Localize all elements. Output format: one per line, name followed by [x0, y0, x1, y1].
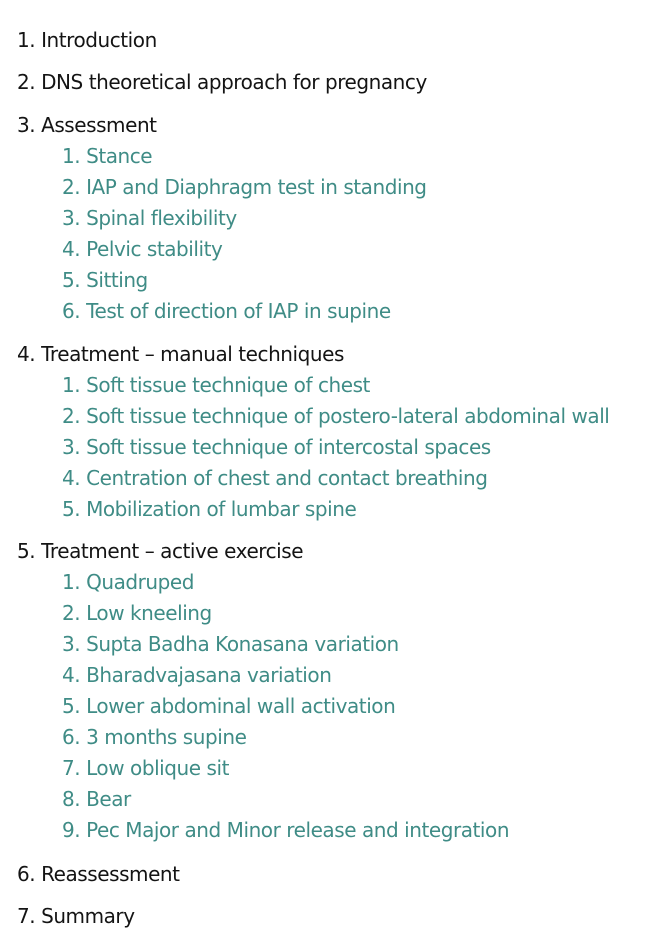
subitem-spinal-flexibility: 3. Spinal flexibility: [62, 206, 237, 230]
subitem-bear: 8. Bear: [62, 787, 131, 811]
subitem-lower-abdominal-activation: 5. Lower abdominal wall activation: [62, 694, 396, 718]
subitem-low-kneeling: 2. Low kneeling: [62, 601, 212, 625]
subitem-mobilization-lumbar: 5. Mobilization of lumbar spine: [62, 497, 357, 521]
section-assessment: 3. Assessment: [17, 113, 157, 137]
subitem-pec-major-minor: 9. Pec Major and Minor release and integration: [62, 818, 510, 842]
subitem-pelvic-stability: 4. Pelvic stability: [62, 237, 223, 261]
subitem-iap-direction-supine: 6. Test of direction of IAP in supine: [62, 299, 391, 323]
subitem-soft-tissue-abdominal-wall: 2. Soft tissue technique of postero-lateral abdominal wall: [62, 404, 610, 428]
section-introduction: 1. Introduction: [17, 28, 157, 52]
subitem-centration-chest: 4. Centration of chest and contact breathing: [62, 466, 488, 490]
subitem-bharadvajasana: 4. Bharadvajasana variation: [62, 663, 332, 687]
section-treatment-active: 5. Treatment – active exercise: [17, 539, 304, 563]
section-treatment-manual: 4. Treatment – manual techniques: [17, 342, 344, 366]
subitem-stance: 1. Stance: [62, 144, 153, 168]
section-summary: 7. Summary: [17, 904, 135, 928]
subitem-iap-diaphragm-test: 2. IAP and Diaphragm test in standing: [62, 175, 427, 199]
subitem-low-oblique-sit: 7. Low oblique sit: [62, 756, 229, 780]
section-dns-theoretical-approach: 2. DNS theoretical approach for pregnancy: [17, 70, 427, 94]
subitem-supta-badha-konasana: 3. Supta Badha Konasana variation: [62, 632, 399, 656]
subitem-soft-tissue-chest: 1. Soft tissue technique of chest: [62, 373, 370, 397]
subitem-quadruped: 1. Quadruped: [62, 570, 195, 594]
subitem-sitting: 5. Sitting: [62, 268, 148, 292]
subitem-soft-tissue-intercostal: 3. Soft tissue technique of intercostal spaces: [62, 435, 491, 459]
subitem-3-months-supine: 6. 3 months supine: [62, 725, 247, 749]
section-reassessment: 6. Reassessment: [17, 862, 180, 886]
